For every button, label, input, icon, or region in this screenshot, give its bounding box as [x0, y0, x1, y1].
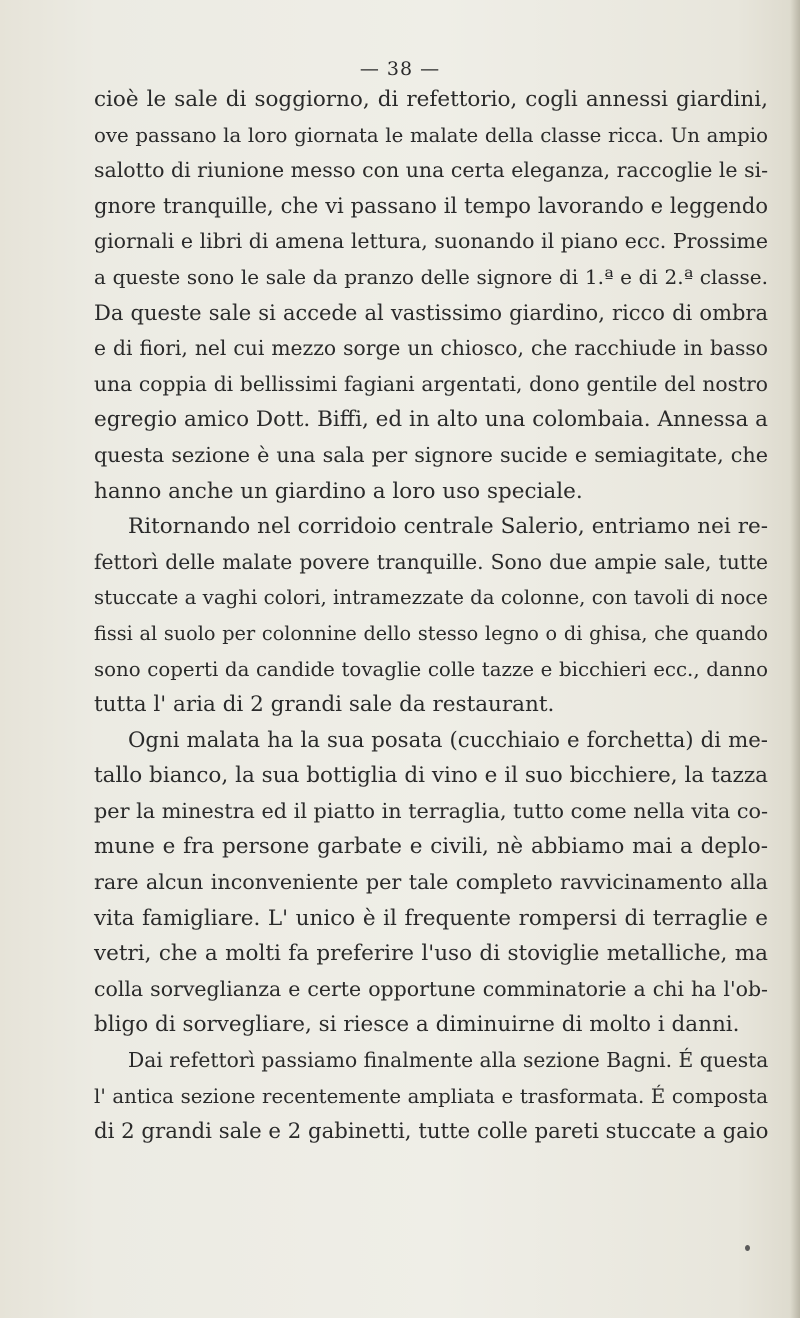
text-line: rare alcun inconveniente per tale completo ravvicinamento alla: [94, 870, 768, 895]
text-line: tallo bianco, la sua bottiglia di vino e il suo bicchiere, la tazza: [94, 763, 768, 789]
text-line: questa sezione è una sala per signore sucide e semiagitate, che: [94, 442, 768, 467]
page-number: — 38 —: [359, 58, 441, 80]
text-line: bligo di sorvegliare, si riesce a diminuirne di molto i danni.: [94, 1012, 740, 1038]
text-line: una coppia di bellissimi fagiani argentati, dono gentile del nostro: [94, 371, 768, 396]
text-line: vita famigliare. L' unico è il frequente rompersi di terraglie e: [94, 905, 768, 931]
text-line: tutta l' aria di 2 grandi sale da restaurant.: [94, 692, 555, 718]
text-line: Ritornando nel corridoio centrale Salerio, entriamo nei re-: [128, 514, 768, 540]
text-line: l' antica sezione recentemente ampliata e trasformata. É composta: [94, 1084, 768, 1108]
text-line: e di fiori, nel cui mezzo sorge un chiosco, che racchiude in basso: [94, 336, 768, 361]
text-line: Ogni malata ha la sua posata (cucchiaio e forchetta) di me-: [128, 727, 768, 753]
text-line: per la minestra ed il piatto in terraglia, tutto come nella vita co-: [94, 798, 768, 823]
text-line: ove passano la loro giornata le malate della classe ricca. Un ampio: [94, 123, 768, 147]
text-line: vetri, che a molti fa preferire l'uso di stoviglie metalliche, ma: [94, 941, 768, 967]
text-line: stuccate a vaghi colori, intramezzate da colonne, con tavoli di noce: [94, 586, 768, 610]
text-line: Dai refettorì passiamo finalmente alla sezione Bagni. É questa: [128, 1048, 769, 1073]
text-line: hanno anche un giardino a loro uso speciale.: [94, 478, 583, 504]
text-line: sono coperti da candide tovaglie colle tazze e bicchieri ecc., danno: [94, 657, 768, 681]
text-line: giornali e libri di amena lettura, suonando il piano ecc. Prossime: [94, 229, 768, 254]
text-line: colla sorveglianza e certe opportune comminatorie a chi ha l'ob-: [94, 976, 768, 1001]
text-line: egregio amico Dott. Biffi, ed in alto una colombaia. Annessa a: [94, 407, 768, 433]
text-line: salotto di riunione messo con una certa eleganza, raccoglie le si-: [94, 158, 769, 183]
text-line: gnore tranquille, che vi passano il tempo lavorando e leggendo: [94, 193, 768, 218]
text-line: di 2 grandi sale e 2 gabinetti, tutte colle pareti stuccate a gaio: [94, 1119, 769, 1145]
text-line: mune e fra persone garbate e civili, nè abbiamo mai a deplo-: [94, 834, 768, 860]
text-line: cioè le sale di soggiorno, di refettorio, cogli annessi giardini,: [94, 87, 768, 112]
text-line: a queste sono le sale da pranzo delle signore di 1.ª e di 2.ª classe.: [94, 264, 768, 289]
text-line: fettorì delle malate povere tranquille. Sono due ampie sale, tutte: [94, 549, 768, 574]
ink-speck: [745, 1245, 750, 1251]
page-edge-shadow: [790, 0, 800, 1318]
text-line: Da queste sale si accede al vastissimo giardino, ricco di ombra: [94, 300, 768, 325]
body-text: [94, 82, 768, 1150]
text-line: fissi al suolo per colonnine dello stesso legno o di ghisa, che quando: [94, 621, 768, 645]
